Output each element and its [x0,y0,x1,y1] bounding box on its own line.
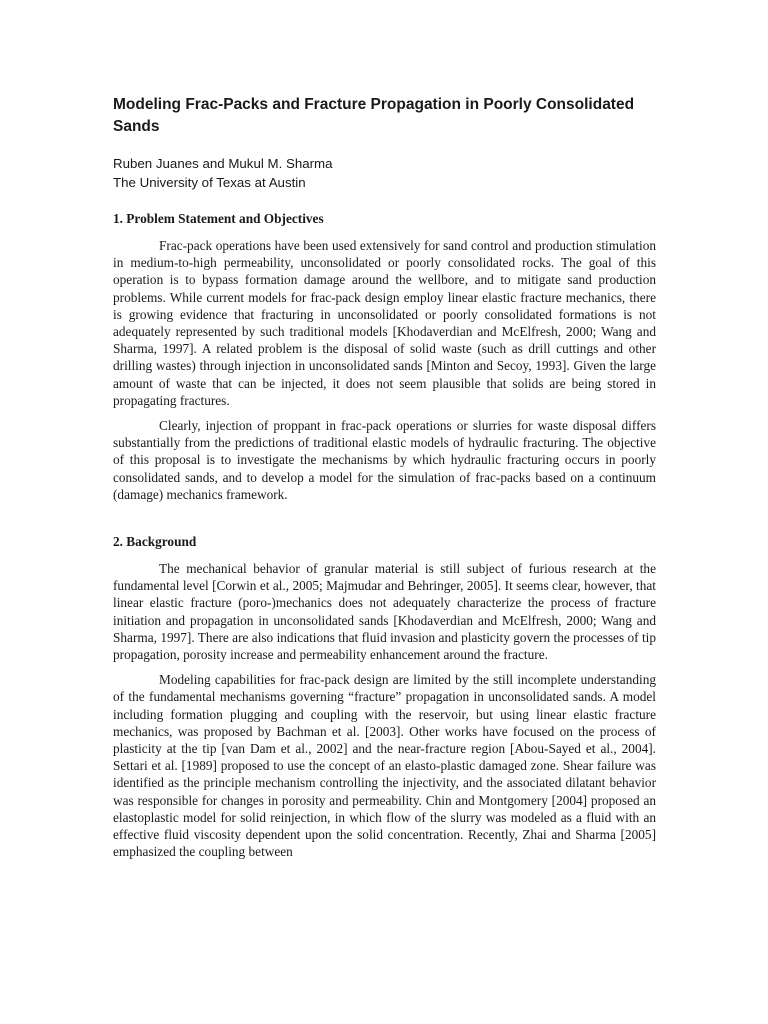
section-heading: 2. Background [113,534,197,550]
section-heading: 1. Problem Statement and Objectives [113,211,324,226]
section-problem-statement [113,210,656,503]
paper-title: Modeling Frac-Packs and Fracture Propagation in Poorly Consolidated Sands [113,96,635,135]
paragraph: Modeling capabilities for frac-pack design are limited by the still incomplete understanding of the fundamental mechanisms governing “fracture” propagation in unconsolidated sands. A model including formation plugging and coupling with the reservoir, but using linear elastic fracture mechanics, was proposed by Bachman et al. [2003]. Other works have focused on the process of plasticity at the tip [van Dam et al., 2002] and the near-fracture region [Abou-Sayed et al., 2004]. Settari et al. [1989] proposed to use the concept of an elasto-plastic damaged zone. Shear failure was identified as the principle mechanism controlling the injectivity, and the associated dilatant behavior was responsible for changes in porosity and permeability. Chin and Montgomery [2004] proposed an elastoplastic model for solid reinjection, in which flow of the slurry was modeled as a fluid with an effective fluid viscosity dependent upon the solid concentration. Recently, Zhai and Sharma [2005] emphasized the coupling between [113,672,656,860]
section-background [113,533,656,860]
affiliation-line: The University of Texas at Austin [113,175,306,190]
authors-line: Ruben Juanes and Mukul M. Sharma [113,156,333,171]
paragraph: Clearly, injection of proppant in frac-pack operations or slurries for waste disposal differs substantially from the predictions of traditional elastic models of hydraulic fracturing. The objective of this proposal is to investigate the mechanisms by which hydraulic fracturing occurs in poorly consolidated sands, and to develop a model for the simulation of frac-packs based on a continuum (damage) mechanics framework. [113,418,656,502]
page-content [113,94,656,861]
author-block [113,154,656,192]
paragraph: Frac-pack operations have been used extensively for sand control and production stimulation in medium-to-high permeability, unconsolidated or poorly consolidated rocks. The goal of this operation is to bypass formation damage around the wellbore, and to mitigate sand production problems. While current models for frac-pack design employ linear elastic fracture mechanics, there is growing evidence that fracturing in unconsolidated or poorly consolidated formations is not adequately represented by such traditional models [Khodaverdian and McElfresh, 2000; Wang and Sharma, 1997]. A related problem is the disposal of solid waste (such as drill cuttings and other drilling wastes) through injection in unconsolidated sands [Minton and Secoy, 1993]. Given the large amount of waste that can be injected, it does not seem plausible that solids are being stored in propagating fractures. [113,238,656,408]
paragraph: The mechanical behavior of granular material is still subject of furious research at the fundamental level [Corwin et al., 2005; Majmudar and Behringer, 2005]. It seems clear, however, that linear elastic fracture (poro-)mechanics does not adequately characterize the process of fracture initiation and propagation in unconsolidated sands [Khodaverdian and McElfresh, 2000; Wang and Sharma, 1997]. There are also indications that fluid invasion and plasticity govern the processes of tip propagation, porosity increase and permeability enhancement around the fracture. [113,561,656,663]
